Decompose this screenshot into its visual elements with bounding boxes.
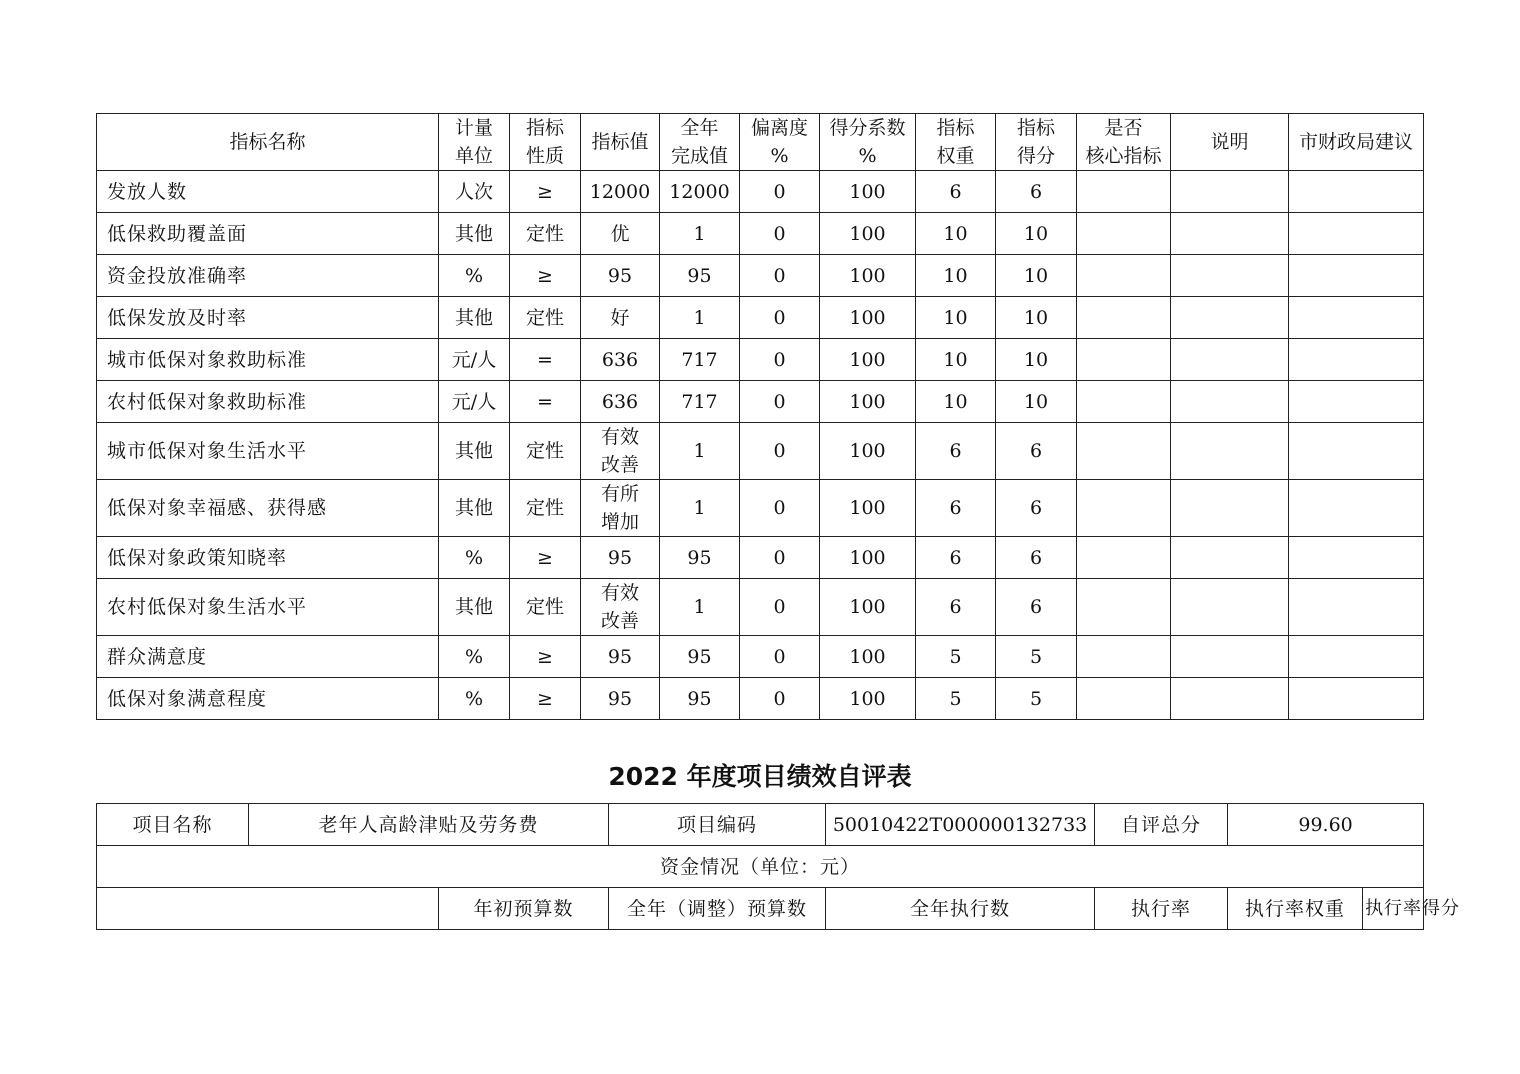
cell-score: 10 bbox=[996, 255, 1077, 297]
cell-name: 低保对象政策知晓率 bbox=[97, 537, 439, 579]
cell-suggestion bbox=[1289, 480, 1424, 537]
cell-nature: 定性 bbox=[510, 480, 581, 537]
cell-score: 5 bbox=[996, 678, 1077, 720]
cell-name: 低保救助覆盖面 bbox=[97, 213, 439, 255]
cell-target: 95 bbox=[581, 255, 660, 297]
cell-core bbox=[1077, 255, 1171, 297]
cell-unit: % bbox=[439, 537, 510, 579]
cell-target: 636 bbox=[581, 381, 660, 423]
cell-unit: 元/人 bbox=[439, 381, 510, 423]
cell-note bbox=[1171, 339, 1289, 381]
cell-deviation: 0 bbox=[740, 339, 820, 381]
funds-col-adjusted-budget: 全年（调整）预算数 bbox=[609, 888, 826, 930]
cell-coef: 100 bbox=[820, 171, 916, 213]
cell-deviation: 0 bbox=[740, 171, 820, 213]
cell-score: 10 bbox=[996, 213, 1077, 255]
cell-nature: 定性 bbox=[510, 297, 581, 339]
cell-weight: 5 bbox=[916, 636, 996, 678]
cell-deviation: 0 bbox=[740, 636, 820, 678]
cell-weight: 10 bbox=[916, 381, 996, 423]
funds-col-rate-score: 执行率得分 bbox=[1363, 888, 1424, 930]
cell-unit: % bbox=[439, 636, 510, 678]
cell-note bbox=[1171, 255, 1289, 297]
cell-unit: % bbox=[439, 678, 510, 720]
funds-label: 资金情况（单位：元） bbox=[97, 846, 1424, 888]
table-row bbox=[97, 255, 1424, 297]
project-code-value: 50010422T000000132733 bbox=[826, 804, 1095, 846]
cell-unit: 其他 bbox=[439, 213, 510, 255]
cell-suggestion bbox=[1289, 423, 1424, 480]
cell-nature: 定性 bbox=[510, 423, 581, 480]
cell-core bbox=[1077, 480, 1171, 537]
cell-score: 6 bbox=[996, 171, 1077, 213]
cell-target: 95 bbox=[581, 636, 660, 678]
cell-actual: 95 bbox=[660, 678, 740, 720]
cell-actual: 1 bbox=[660, 423, 740, 480]
cell-unit: 元/人 bbox=[439, 339, 510, 381]
funds-title-row bbox=[97, 846, 1424, 888]
cell-score: 6 bbox=[996, 579, 1077, 636]
cell-score: 10 bbox=[996, 339, 1077, 381]
cell-weight: 6 bbox=[916, 537, 996, 579]
total-score-label: 自评总分 bbox=[1095, 804, 1228, 846]
cell-suggestion bbox=[1289, 297, 1424, 339]
header-suggestion: 市财政局建议 bbox=[1289, 114, 1424, 171]
cell-suggestion bbox=[1289, 537, 1424, 579]
cell-note bbox=[1171, 171, 1289, 213]
cell-core bbox=[1077, 636, 1171, 678]
cell-note bbox=[1171, 297, 1289, 339]
table-row bbox=[97, 537, 1424, 579]
cell-actual: 1 bbox=[660, 480, 740, 537]
cell-nature: = bbox=[510, 381, 581, 423]
cell-name: 低保发放及时率 bbox=[97, 297, 439, 339]
cell-unit: 其他 bbox=[439, 423, 510, 480]
cell-name: 农村低保对象生活水平 bbox=[97, 579, 439, 636]
cell-deviation: 0 bbox=[740, 579, 820, 636]
cell-core bbox=[1077, 213, 1171, 255]
cell-actual: 95 bbox=[660, 537, 740, 579]
cell-nature: = bbox=[510, 339, 581, 381]
project-table bbox=[96, 803, 1461, 930]
table-row bbox=[97, 297, 1424, 339]
cell-name: 城市低保对象救助标准 bbox=[97, 339, 439, 381]
project-code-label: 项目编码 bbox=[609, 804, 826, 846]
cell-weight: 6 bbox=[916, 480, 996, 537]
cell-actual: 717 bbox=[660, 339, 740, 381]
project-name-value: 老年人高龄津贴及劳务费 bbox=[249, 804, 609, 846]
cell-score: 6 bbox=[996, 423, 1077, 480]
header-target: 指标值 bbox=[581, 114, 660, 171]
cell-core bbox=[1077, 678, 1171, 720]
table-row bbox=[97, 480, 1424, 537]
table-row bbox=[97, 339, 1424, 381]
cell-nature: ≥ bbox=[510, 171, 581, 213]
funds-col-executed: 全年执行数 bbox=[826, 888, 1095, 930]
header-unit: 计量 单位 bbox=[439, 114, 510, 171]
cell-name: 城市低保对象生活水平 bbox=[97, 423, 439, 480]
cell-name: 资金投放准确率 bbox=[97, 255, 439, 297]
funds-col-rate-weight: 执行率权重 bbox=[1228, 888, 1363, 930]
cell-target: 12000 bbox=[581, 171, 660, 213]
cell-coef: 100 bbox=[820, 579, 916, 636]
cell-core bbox=[1077, 171, 1171, 213]
cell-suggestion bbox=[1289, 339, 1424, 381]
cell-suggestion bbox=[1289, 255, 1424, 297]
cell-target: 好 bbox=[581, 297, 660, 339]
cell-actual: 1 bbox=[660, 297, 740, 339]
cell-score: 5 bbox=[996, 636, 1077, 678]
metrics-header-row bbox=[97, 114, 1424, 171]
table-row bbox=[97, 171, 1424, 213]
cell-name: 群众满意度 bbox=[97, 636, 439, 678]
cell-suggestion bbox=[1289, 213, 1424, 255]
cell-name: 低保对象满意程度 bbox=[97, 678, 439, 720]
cell-actual: 12000 bbox=[660, 171, 740, 213]
cell-note bbox=[1171, 213, 1289, 255]
cell-coef: 100 bbox=[820, 480, 916, 537]
cell-core bbox=[1077, 423, 1171, 480]
cell-coef: 100 bbox=[820, 339, 916, 381]
header-score: 指标 得分 bbox=[996, 114, 1077, 171]
cell-name: 农村低保对象救助标准 bbox=[97, 381, 439, 423]
cell-suggestion bbox=[1289, 171, 1424, 213]
cell-coef: 100 bbox=[820, 213, 916, 255]
cell-note bbox=[1171, 678, 1289, 720]
cell-deviation: 0 bbox=[740, 255, 820, 297]
cell-coef: 100 bbox=[820, 423, 916, 480]
cell-weight: 10 bbox=[916, 213, 996, 255]
cell-target: 636 bbox=[581, 339, 660, 381]
cell-target: 有所 增加 bbox=[581, 480, 660, 537]
cell-nature: ≥ bbox=[510, 255, 581, 297]
cell-target: 95 bbox=[581, 678, 660, 720]
header-deviation: 偏离度 % bbox=[740, 114, 820, 171]
cell-target: 有效 改善 bbox=[581, 423, 660, 480]
funds-col-initial-budget: 年初预算数 bbox=[439, 888, 609, 930]
cell-note bbox=[1171, 423, 1289, 480]
cell-weight: 6 bbox=[916, 423, 996, 480]
cell-actual: 95 bbox=[660, 636, 740, 678]
header-weight: 指标 权重 bbox=[916, 114, 996, 171]
cell-nature: ≥ bbox=[510, 678, 581, 720]
metrics-table bbox=[96, 113, 1424, 720]
cell-target: 95 bbox=[581, 537, 660, 579]
cell-weight: 10 bbox=[916, 339, 996, 381]
cell-note bbox=[1171, 537, 1289, 579]
cell-core bbox=[1077, 339, 1171, 381]
funds-blank-cell bbox=[97, 888, 439, 930]
cell-deviation: 0 bbox=[740, 213, 820, 255]
cell-name: 发放人数 bbox=[97, 171, 439, 213]
cell-deviation: 0 bbox=[740, 423, 820, 480]
cell-deviation: 0 bbox=[740, 381, 820, 423]
cell-coef: 100 bbox=[820, 381, 916, 423]
header-coef: 得分系数 % bbox=[820, 114, 916, 171]
cell-nature: ≥ bbox=[510, 537, 581, 579]
cell-target: 优 bbox=[581, 213, 660, 255]
cell-note bbox=[1171, 381, 1289, 423]
cell-unit: 其他 bbox=[439, 480, 510, 537]
funds-col-rate: 执行率 bbox=[1095, 888, 1228, 930]
section-title: 2022 年度项目绩效自评表 bbox=[608, 762, 912, 791]
header-name: 指标名称 bbox=[97, 114, 439, 171]
cell-coef: 100 bbox=[820, 297, 916, 339]
cell-target: 有效 改善 bbox=[581, 579, 660, 636]
header-nature: 指标 性质 bbox=[510, 114, 581, 171]
table-row bbox=[97, 423, 1424, 480]
cell-coef: 100 bbox=[820, 255, 916, 297]
cell-unit: 人次 bbox=[439, 171, 510, 213]
cell-score: 6 bbox=[996, 480, 1077, 537]
header-actual: 全年 完成值 bbox=[660, 114, 740, 171]
cell-suggestion bbox=[1289, 579, 1424, 636]
cell-core bbox=[1077, 537, 1171, 579]
project-info-row bbox=[97, 804, 1424, 846]
table-row bbox=[97, 213, 1424, 255]
cell-suggestion bbox=[1289, 678, 1424, 720]
cell-actual: 1 bbox=[660, 579, 740, 636]
project-name-label: 项目名称 bbox=[97, 804, 249, 846]
header-core: 是否 核心指标 bbox=[1077, 114, 1171, 171]
header-note: 说明 bbox=[1171, 114, 1289, 171]
cell-actual: 1 bbox=[660, 213, 740, 255]
cell-unit: % bbox=[439, 255, 510, 297]
cell-coef: 100 bbox=[820, 636, 916, 678]
cell-weight: 10 bbox=[916, 255, 996, 297]
cell-note bbox=[1171, 636, 1289, 678]
total-score-value: 99.60 bbox=[1228, 804, 1424, 846]
cell-core bbox=[1077, 579, 1171, 636]
cell-deviation: 0 bbox=[740, 480, 820, 537]
cell-weight: 5 bbox=[916, 678, 996, 720]
cell-score: 6 bbox=[996, 537, 1077, 579]
cell-actual: 717 bbox=[660, 381, 740, 423]
cell-note bbox=[1171, 579, 1289, 636]
cell-score: 10 bbox=[996, 381, 1077, 423]
cell-note bbox=[1171, 480, 1289, 537]
cell-suggestion bbox=[1289, 381, 1424, 423]
cell-weight: 10 bbox=[916, 297, 996, 339]
table-row bbox=[97, 678, 1424, 720]
cell-actual: 95 bbox=[660, 255, 740, 297]
funds-header-row bbox=[97, 888, 1424, 930]
cell-unit: 其他 bbox=[439, 297, 510, 339]
cell-core bbox=[1077, 297, 1171, 339]
cell-weight: 6 bbox=[916, 579, 996, 636]
cell-core bbox=[1077, 381, 1171, 423]
cell-coef: 100 bbox=[820, 678, 916, 720]
cell-suggestion bbox=[1289, 636, 1424, 678]
cell-coef: 100 bbox=[820, 537, 916, 579]
cell-deviation: 0 bbox=[740, 678, 820, 720]
cell-deviation: 0 bbox=[740, 537, 820, 579]
cell-score: 10 bbox=[996, 297, 1077, 339]
cell-weight: 6 bbox=[916, 171, 996, 213]
cell-unit: 其他 bbox=[439, 579, 510, 636]
cell-deviation: 0 bbox=[740, 297, 820, 339]
table-row bbox=[97, 636, 1424, 678]
cell-nature: 定性 bbox=[510, 213, 581, 255]
cell-name: 低保对象幸福感、获得感 bbox=[97, 480, 439, 537]
cell-nature: 定性 bbox=[510, 579, 581, 636]
table-row bbox=[97, 579, 1424, 636]
table-row bbox=[97, 381, 1424, 423]
cell-nature: ≥ bbox=[510, 636, 581, 678]
